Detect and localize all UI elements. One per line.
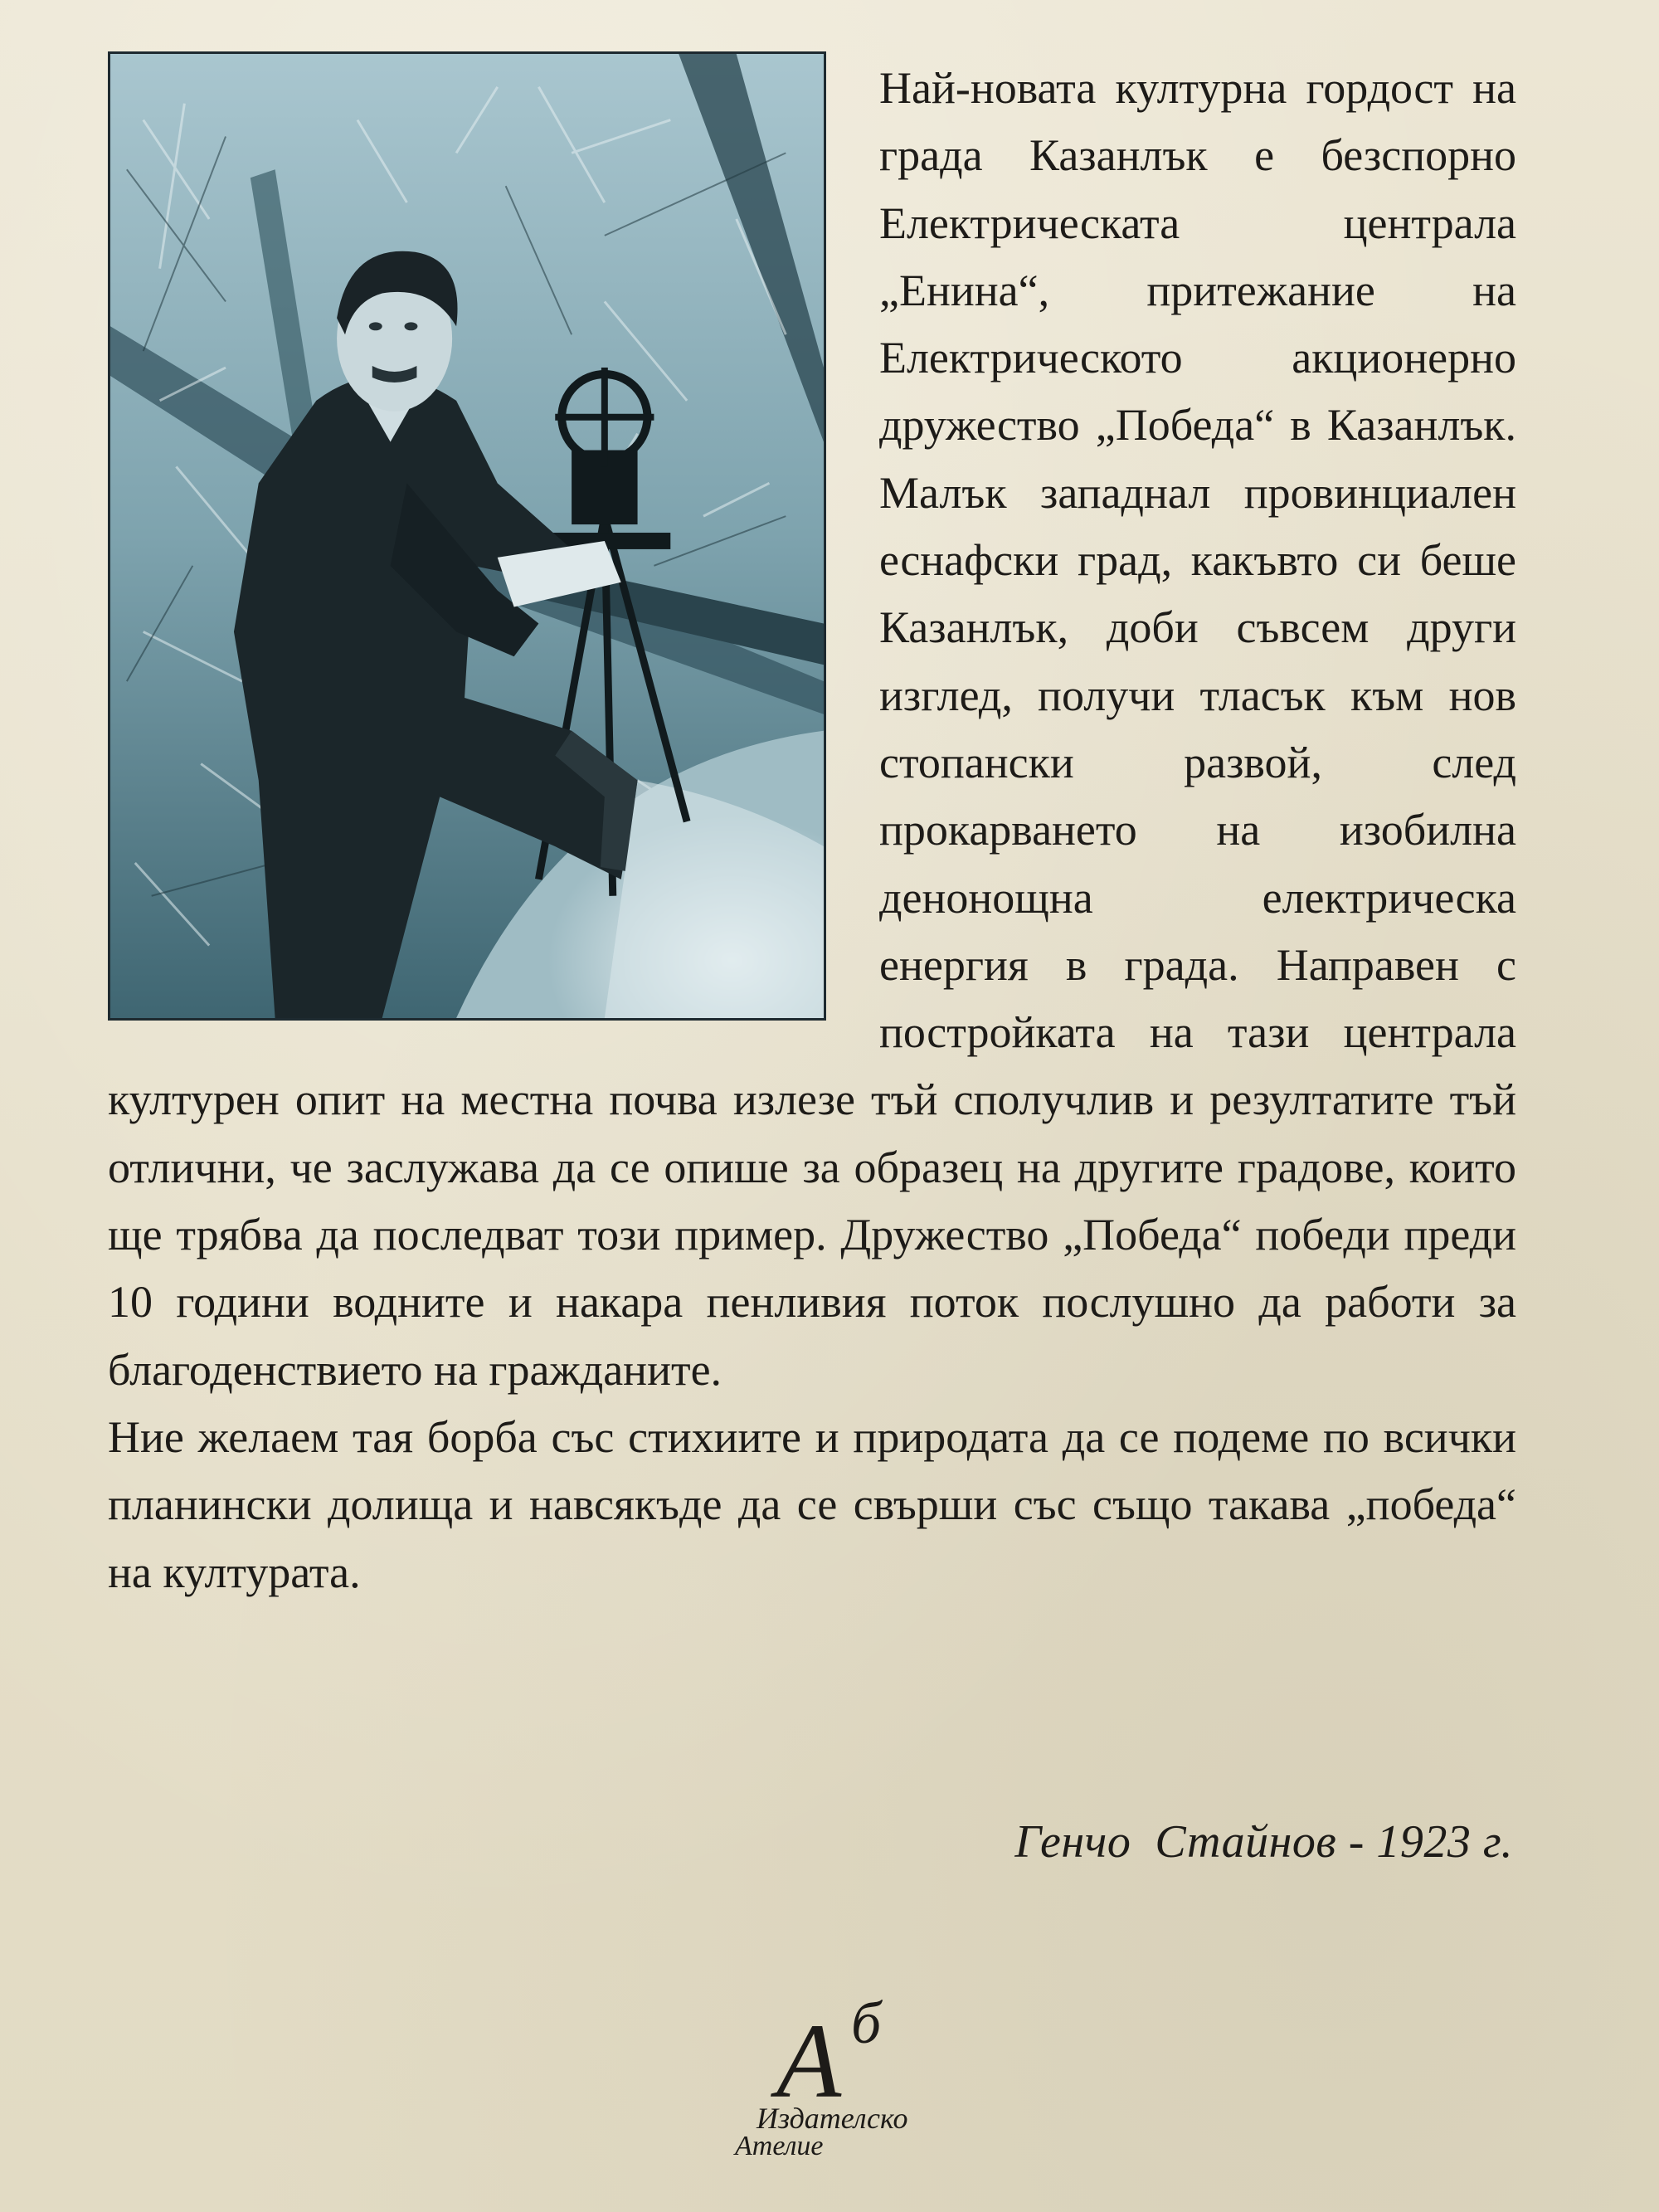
photo-spacer — [108, 55, 879, 1032]
logo-line-1: Издателско — [757, 2102, 908, 2135]
logo-sup-letter: б — [851, 1990, 882, 2056]
logo-line-2: Ателие — [735, 2131, 824, 2161]
paragraph-2: Ние желаем тая борба със стихиите и природата да се подеме по всички планински долища и навсякъде да се свърши със също такава „победа“ на културата. — [108, 1411, 1516, 1597]
publisher-logo — [722, 1990, 971, 2164]
paragraph-1: Най-новата културна гордост на града Казанлък е безспорно Електрическата централа „Енина“, притежание на Електрическото акционерно дружество „Победа“ в Казанлък. Малък западнал провинциален еснафски град, какъвто си беше Казанлък, доби съвсем други изглед, получи тласък към нов стопански развой, след прокарването на изобилна денонощна електрическа енергия в града. Направен с постройката на тази централа културен опит на местна почва излезе тъй сполучлив и резултатите тъй отлични, че заслужава да се опише за образец на другите градове, които ще трябва да последват този пример. Дружество „Победа“ победи преди 10 години водните и накара пенливия поток послушно да работи за благоденствието на гражданите. — [108, 63, 1516, 1395]
logo-main-letter: А — [776, 2002, 842, 2120]
body-text — [108, 55, 1516, 1606]
signature: Генчо Стайнов - 1923 г. — [1014, 1816, 1513, 1868]
